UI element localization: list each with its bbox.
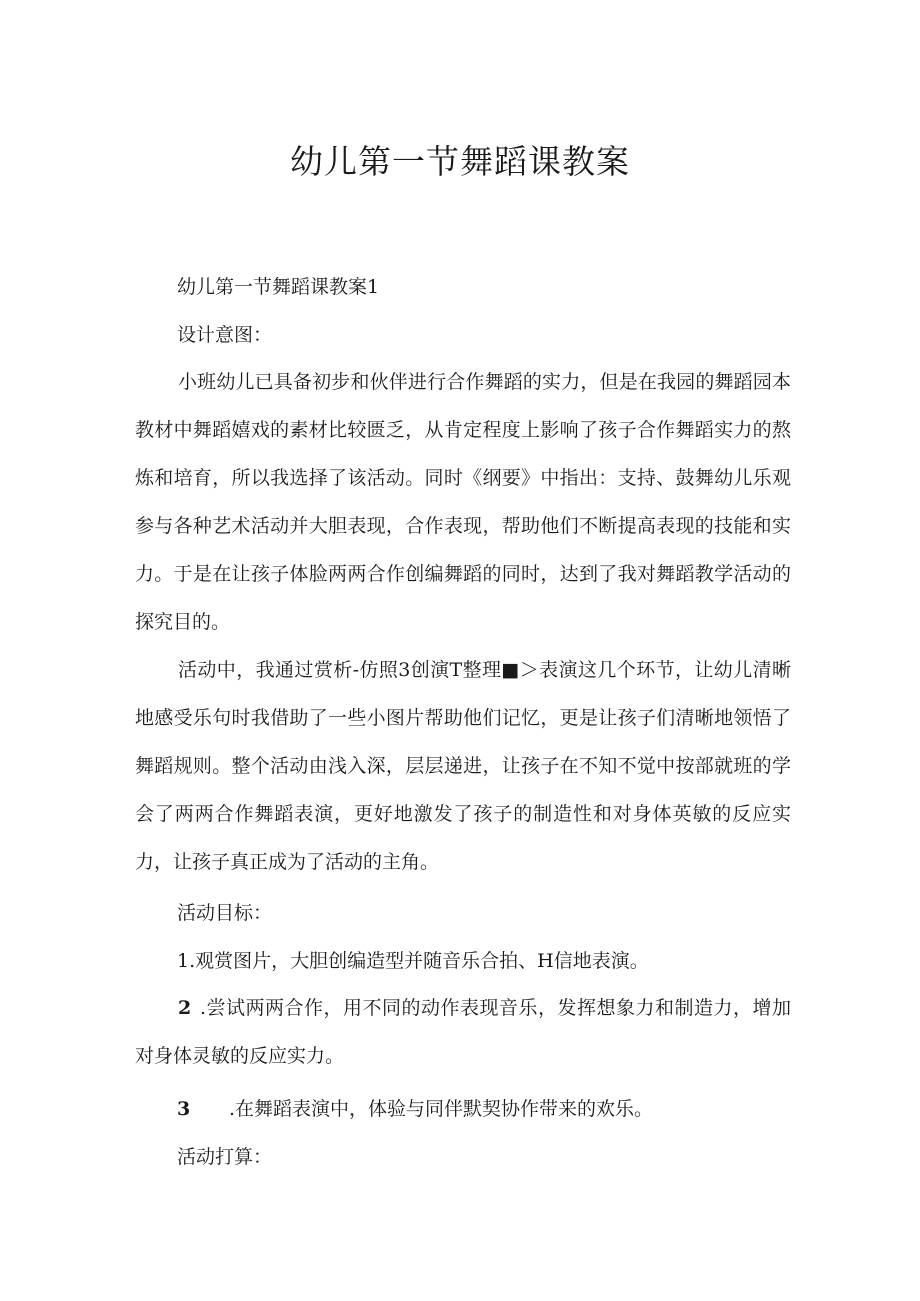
goal-3-number: 3 bbox=[177, 1098, 191, 1120]
goal-item-1: 1.观赏图片，大胆创编造型并随音乐合拍、H信地表演。 bbox=[177, 950, 649, 972]
goal-3-text: .在舞蹈表演中，体验与同伴默契协作带来的欢乐。 bbox=[229, 1098, 654, 1120]
goal-2-text: .尝试两两合作，用不同的动作表现音乐，发挥想象力和制造力，增加对身体灵敏的反应实力。 bbox=[135, 997, 791, 1067]
goals-label: 活动目标： bbox=[177, 902, 273, 924]
goal-2-number: 2 bbox=[178, 997, 192, 1019]
design-intent-paragraph-1: 小班幼儿已具备初步和伙伴进行合作舞蹈的实力，但是在我园的舞蹈园本教材中舞蹈嬉戏的素材比较匮乏，从肯定程度上影响了孩子合作舞蹈实力的熬炼和培育，所以我选择了该活动。同时《纲要》中指出：支持、鼓舞幼儿乐观参与各种艺术活动并大胆表现，合作表现，帮助他们不断提高表现的技能和实力。于是在让孩子体脸两两合作创编舞蹈的同时，达到了我对舞蹈教学活动的探究目的。 bbox=[135, 371, 791, 633]
preparation-label: 活动打算： bbox=[177, 1146, 273, 1168]
design-intent-paragraph-2: 活动中，我通过赏析-仿照3创演T整理■＞表演这几个环节，让幼儿清晰地感受乐句时我借助了一些小图片帮助他们记忆，更是让孩子们清晰地领悟了舞蹈规则。整个活动由浅入深，层层递进，让孩子在不知不觉中按部就班的学会了两两合作舞蹈表演，更好地激发了孩子的制造性和对身体英敏的反应实力，让孩子真正成为了活动的主角。 bbox=[135, 659, 791, 873]
goal-item-2 bbox=[135, 984, 791, 1080]
document-title: 幼儿第一节舞蹈课教案 bbox=[290, 142, 630, 181]
goal-item-3 bbox=[177, 1094, 653, 1121]
section-heading: 幼儿第一节舞蹈课教案1 bbox=[177, 276, 380, 298]
design-intent-label: 设计意图： bbox=[177, 324, 273, 346]
